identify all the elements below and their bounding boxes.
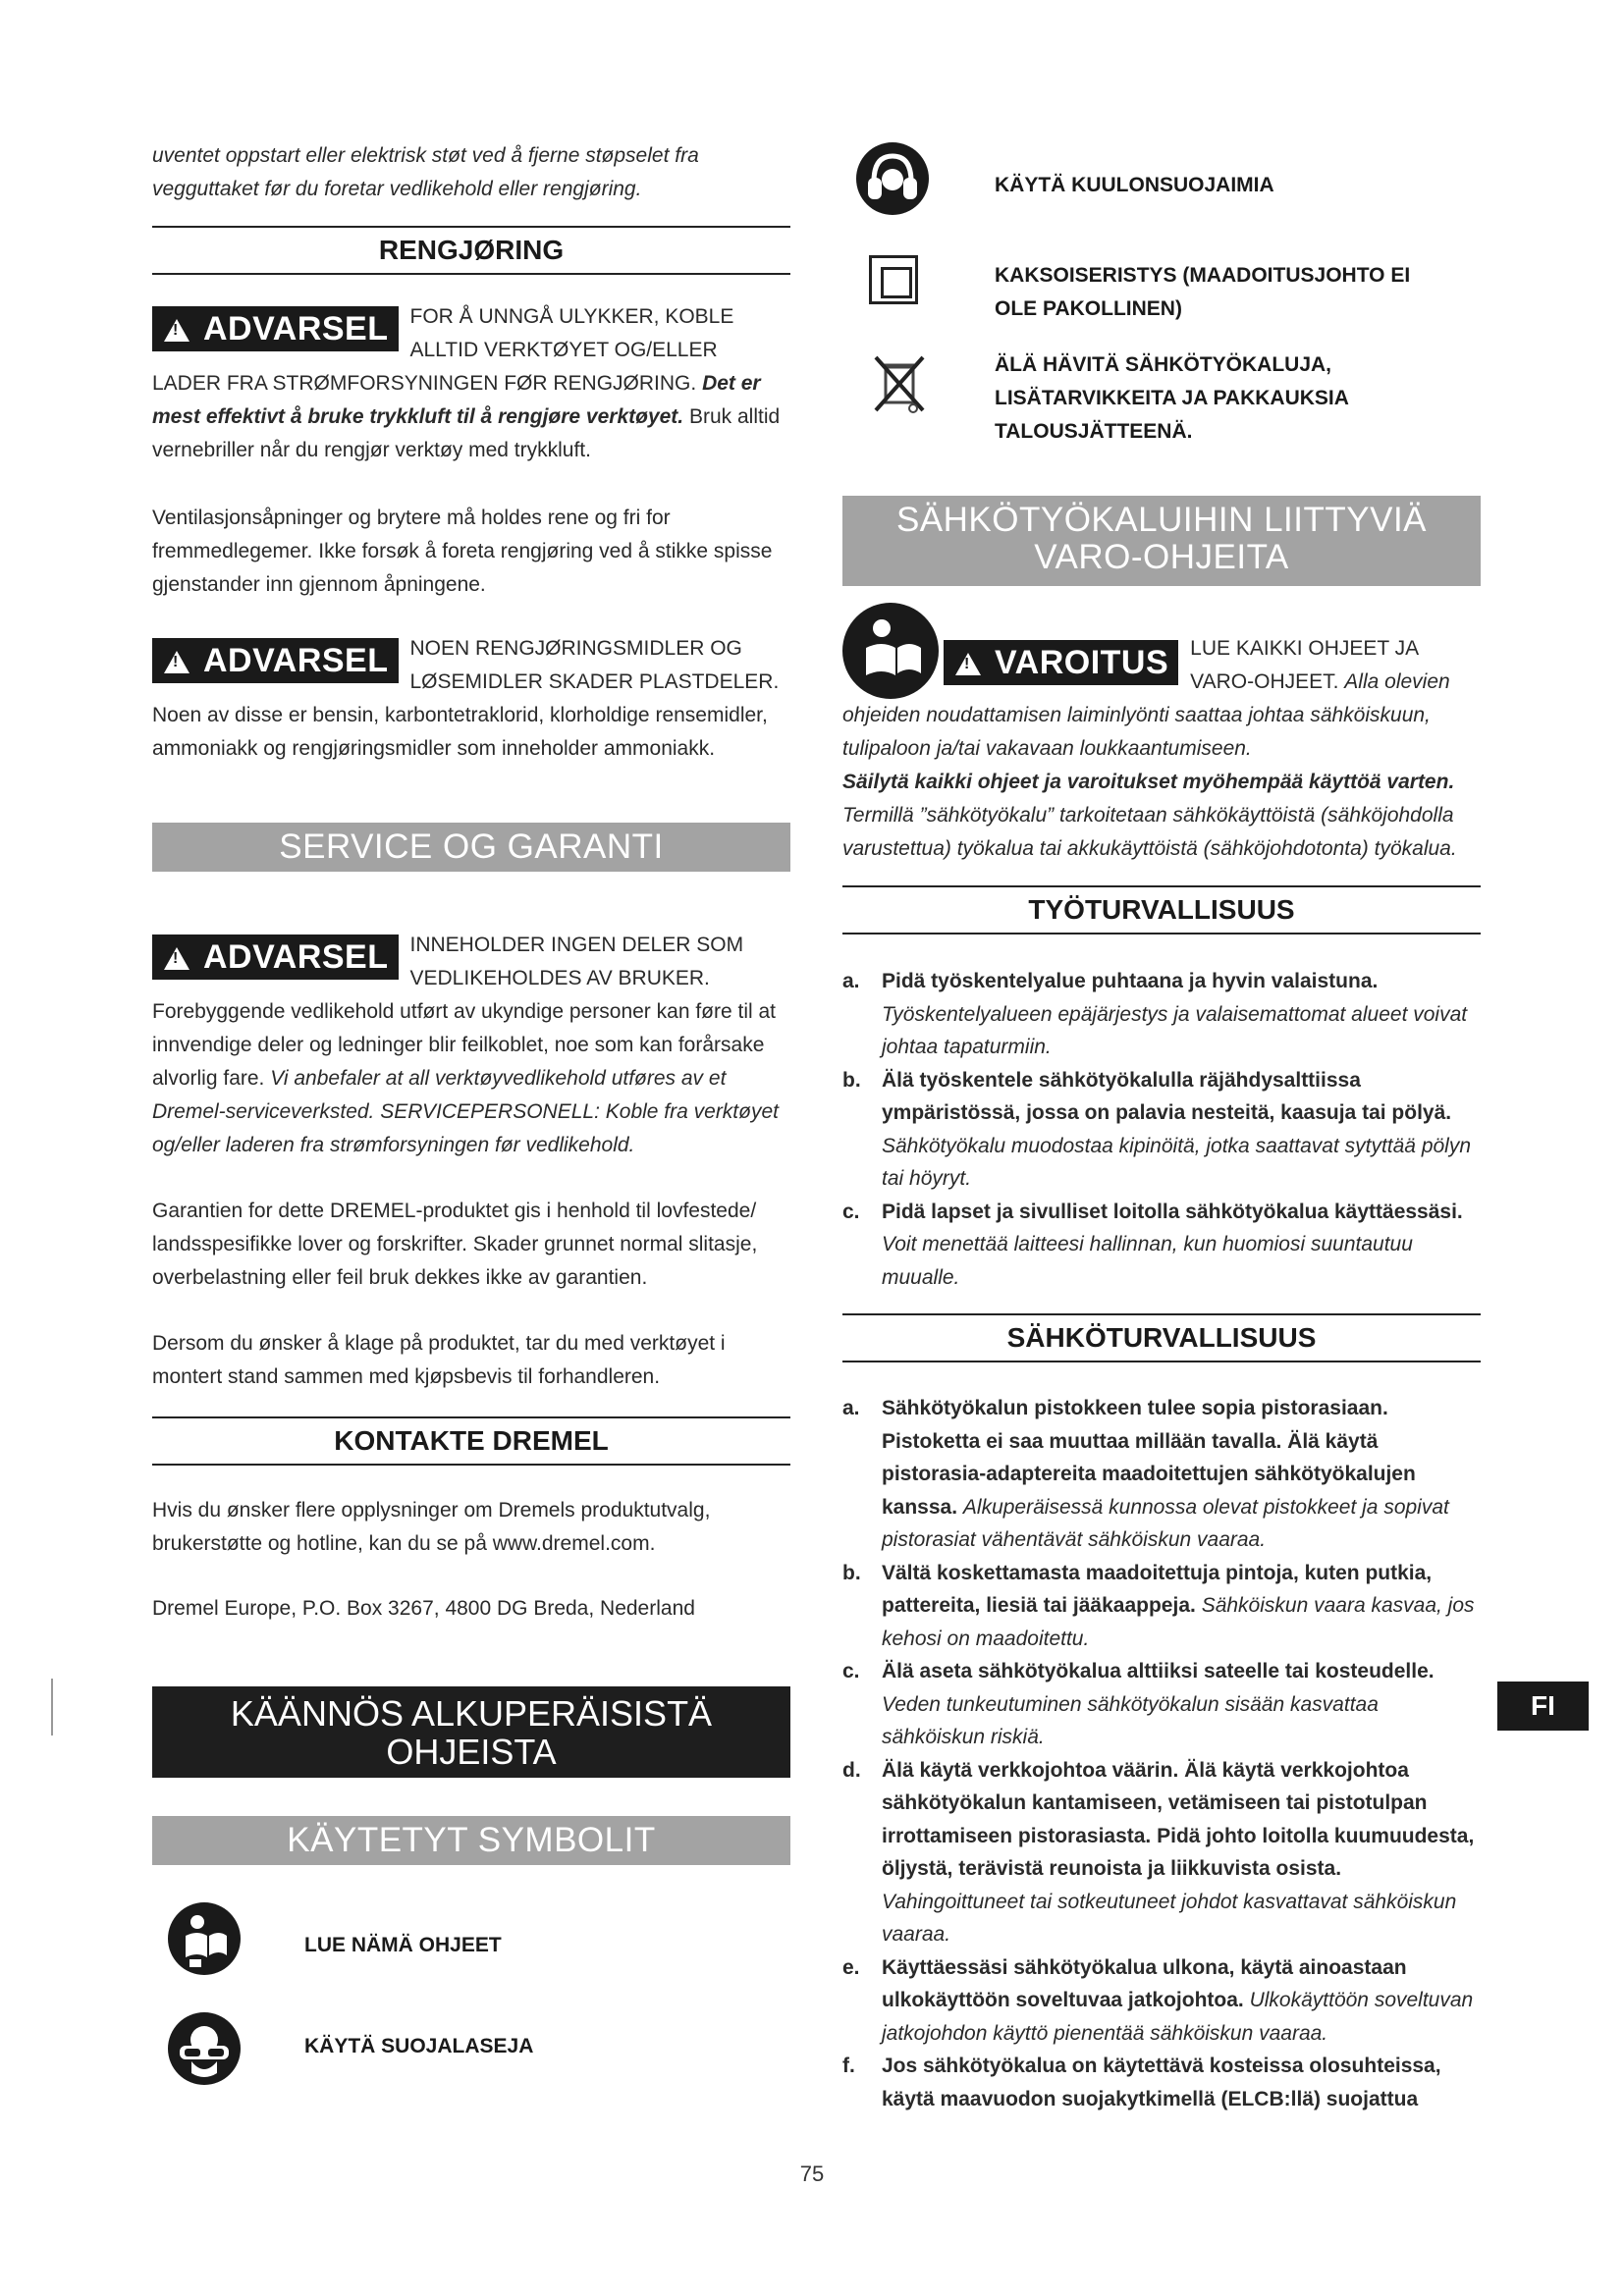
symbols-bar: KÄYTETYT SYMBOLIT (152, 1816, 790, 1865)
symbol-label-ear: KÄYTÄ KUULONSUOJAIMIA (995, 174, 1274, 196)
warning-tail: Noen av disse er bensin, karbontetraklorid, klorholdige rensemidler, ammoniakk og rengjøringsmidler som inneholder ammoniakk. (152, 704, 768, 760)
warning-italic: Alla olevien ohjeiden noudattamisen laiminlyönti saattaa johtaa sähköiskuun, tulipaloon ja/tai vakavaan loukkaantumiseen. (842, 670, 1450, 760)
list-item: a. Sähkötyökalun pistokkeen tulee sopia pistorasiaan. Pistoketta ei saa muuttaa millään tavalla. Älä käytä pistorasia-adaptereita maadoitettujen sähkötyökalujen kanssa. Alkuperäisessä kunnossa olevat pistokkeet ja sopivat pistorasiat vähentävät sähköiskun vaaraa. (842, 1397, 1449, 1551)
list-item: b. Vältä koskettamasta maadoitettuja pintoja, kuten putkia, pattereita, liesiä tai jääkaappeja. Sähköiskun vaara kasvaa, jos kehosi on maadoitettu. (842, 1561, 1475, 1650)
safety-glasses-icon (168, 2012, 241, 2085)
tyoturvallisuus-heading: TYÖTURVALLISUUS (842, 885, 1481, 934)
warning-body: Forebyggende vedlikehold utført av ukyndige personer kan føre til at innvendige deler og ledninger blir feilkoblet, noe som kan forårsake alvorlig fare. (152, 1000, 777, 1090)
warning-triangle-icon (164, 651, 189, 673)
sahkoturvallisuus-heading: SÄHKÖTURVALLISUUS (842, 1313, 1481, 1362)
symbol-label-read: LUE NÄMÄ OHJEET (304, 1934, 502, 1956)
list-item: c. Älä aseta sähkötyökalua alttiiksi sateelle tai kosteudelle. Veden tunkeutuminen sähkötyökalun sisään kasvattaa sähköiskun riskiä. (842, 1660, 1435, 1748)
kontakt-heading: KONTAKTE DREMEL (152, 1416, 790, 1466)
intro-paragraph: uventet oppstart eller elektrisk støt ved å fjerne støpselet fra vegguttaket før du foretar vedlikehold eller rengjøring. (152, 144, 699, 200)
list-item: d. Älä käytä verkkojohtoa väärin. Älä käytä verkkojohtoa sähkötyökalun kantamiseen, vetämiseen tai pistotulpan irrottamiseen pistorasiasta. Pidä johto loitolla kuumuudesta, öljystä, terävistä reunoista ja liikkuvista osista. Vahingoittuneet tai sotkeutuneet johdot kasvattavat sähköiskun vaaraa. (842, 1758, 1475, 1946)
double-insulation-icon (869, 255, 918, 304)
read-manual-icon (168, 1902, 241, 1975)
warning-emphasis: Det er mest effektivt å bruke trykkluft til å rengjøre verktøyet. (152, 372, 761, 428)
language-tab: FI (1497, 1682, 1589, 1731)
contact-paragraph: Hvis du ønsker flere opplysninger om Dremels produktutvalg, brukerstøtte og hotline, kan du se på www.dremel.com. (152, 1499, 711, 1555)
symbol-label-bin: ÄLÄ HÄVITÄ SÄHKÖTYÖKALUJA, LISÄTARVIKKEITA JA PAKKAUKSIA TALOUSJÄTTEENÄ. (995, 353, 1349, 443)
warranty-paragraph: Garantien for dette DREMEL-produktet gis i henhold til lovfestede/ landsspesifikke lover og forskrifter. Skader grunnet normal slitasje, overbelastning eller feil bruk dekkes ikke av garantien. (152, 1200, 758, 1289)
warning-triangle-icon (164, 947, 189, 970)
electrical-safety-list (842, 1392, 1481, 2115)
ventilation-paragraph: Ventilasjonsåpninger og brytere må holdes rene og fri for fremmedlegemer. Ikke forsøk å foreta rengjøring ved å stikke spisse gjenstander inn gjennom åpningene. (152, 507, 773, 596)
list-item: a. Pidä työskentelyalue puhtaana ja hyvin valaistuna. Työskentelyalueen epäjärjestys ja valaisemattomat alueet voivat johtaa tapaturmiin. (842, 970, 1468, 1058)
warning-text: FOR Å UNNGÅ ULYKKER, KOBLE ALLTID VERKTØYET OG/ELLER LADER FRA STRØMFORSYNINGEN FØR RENGJØRING. (152, 305, 734, 395)
symbol-label-insulation: KAKSOISERISTYS (MAADOITUSJOHTO EI OLE PAKOLLINEN) (995, 264, 1411, 320)
warning-badge: !ADVARSEL (152, 306, 399, 351)
warning-tail: Bruk alltid vernebriller når du rengjør verktøy med trykkluft. (152, 405, 781, 461)
warning-text: NOEN RENGJØRINGSMIDLER OG LØSEMIDLER SKADER PLASTDELER. (409, 637, 780, 693)
warning-badge: !VAROITUS (944, 640, 1178, 685)
warning-definition: Termillä ”sähkötyökalu” tarkoitetaan sähkökäyttöistä (sähköjohdolla varustettua) työkalua tai akkukäyttöistä (sähköjohdotonta) työkalua. (842, 804, 1457, 860)
symbol-label-glasses: KÄYTÄ SUOJALASEJA (304, 2035, 534, 2057)
warning-text: LUE KAIKKI OHJEET JA VARO-OHJEET. (1190, 637, 1419, 693)
varo-bar: SÄHKÖTYÖKALUIHIN LIITTYVIÄ VARO-OHJEITA (842, 496, 1481, 586)
work-safety-list (842, 965, 1481, 1294)
list-item: b. Älä työskentele sähkötyökalulla räjähdysalttiissa ympäristössä, jossa on palavia nesteitä, kaasuja tai pölyä. Sähkötyökalu muodostaa kipinöitä, jotka saattavat sytyttää pölyn tai höyryt. (842, 1068, 1472, 1190)
warning-cleaning (152, 300, 790, 467)
rengjoring-heading: RENGJØRING (152, 226, 790, 275)
ear-protection-icon (856, 142, 929, 215)
list-item: f. Jos sähkötyökalua on käytettävä kosteissa olosuhteissa, käytä maavuodon suojakytkimellä (ELCB:llä) suojattua (842, 2055, 1441, 2110)
list-item: c. Pidä lapset ja sivulliset loitolla sähkötyökalua käyttäessäsi. Voit menettää laitteesi hallinnan, kun huomiosi suuntautuu muualle. (842, 1200, 1463, 1289)
warning-emphasis: Säilytä kaikki ohjeet ja varoitukset myöhempää käyttöä varten. (842, 771, 1455, 793)
warning-italic: Vi anbefaler at all verktøyvedlikehold utføres av et Dremel-serviceverksted. SERVICEPERSONELL: Koble fra verktøyet og/eller laderen fra strømforsyningen før vedlikehold. (152, 1067, 779, 1156)
warning-triangle-icon (955, 653, 981, 675)
translation-bar: KÄÄNNÖS ALKUPERÄISISTÄ OHJEISTA (152, 1686, 790, 1778)
list-item: e. Käyttäessäsi sähkötyökalua ulkona, käytä ainoastaan ulkokäyttöön soveltuvaa jatkojohtoa. Ulkokäyttöön soveltuvan jatkojohdon käyttö pienentää sähköiskun vaaraa. (842, 1955, 1474, 2045)
warning-badge: !ADVARSEL (152, 934, 399, 980)
page-number: 75 (799, 2162, 825, 2186)
warning-varoitus (842, 632, 1481, 866)
warning-triangle-icon (164, 319, 189, 342)
margin-mark (51, 1679, 53, 1735)
complaint-paragraph: Dersom du ønsker å klage på produktet, tar du med verktøyet i montert stand sammen med kjøpsbevis til forhandleren. (152, 1332, 726, 1388)
warning-badge: !ADVARSEL (152, 638, 399, 683)
warning-text: INNEHOLDER INGEN DELER SOM VEDLIKEHOLDES AV BRUKER. (409, 934, 744, 989)
crossed-bin-icon (872, 353, 927, 422)
service-bar: SERVICE OG GARANTI (152, 823, 790, 872)
address-paragraph: Dremel Europe, P.O. Box 3267, 4800 DG Breda, Nederland (152, 1597, 695, 1620)
warning-service (152, 929, 790, 1162)
warning-solvents (152, 632, 790, 766)
